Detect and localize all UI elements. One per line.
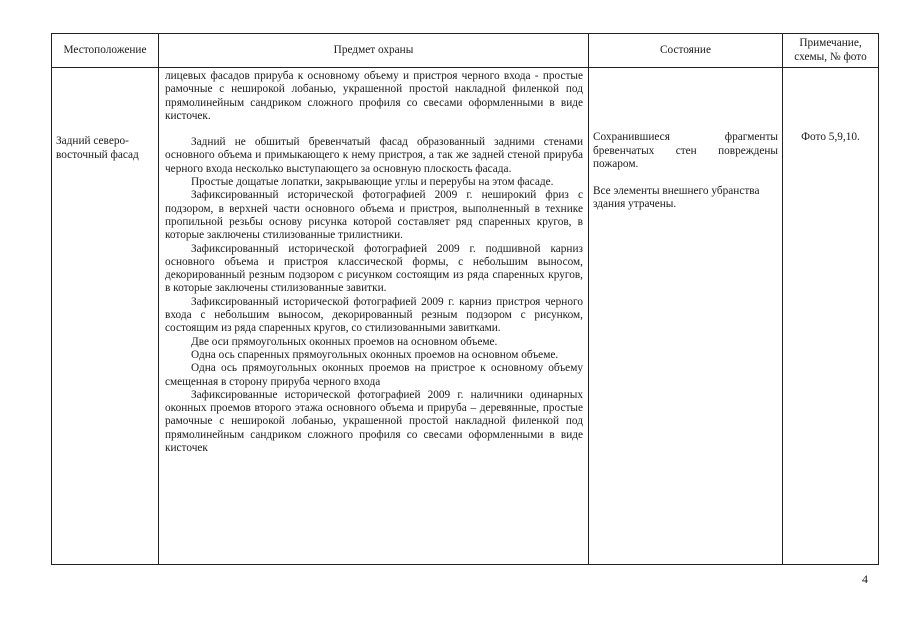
header-location: Местоположение — [52, 34, 159, 68]
header-notes: Примечание, схемы, № фото — [783, 34, 879, 68]
subject-paragraph: Зафиксированный исторической фотографией 2009 г. неширокий фриз с подзором, в верхней части основного объема и пристроя, выполненный в технике пропильной резьбы основу рисунка которой составляет ряд спаренных кругов, в которые заключены стилизованные трилистники. — [165, 189, 583, 242]
header-state: Состояние — [589, 34, 783, 68]
subject-paragraph: лицевых фасадов прируба к основному объему и пристроя черного входа - простые рамочные с неширокой лобанью, украшенной простой накладной филенкой под прямолинейным сандриком сложного профиля со свесами оформленными в виде кисточек. — [165, 70, 583, 122]
subject-paragraph: Простые дощатые лопатки, закрывающие углы и перерубы на этом фасаде. — [191, 176, 554, 189]
page-number: 4 — [862, 572, 868, 586]
subject-paragraph: Одна ось спаренных прямоугольных оконных проемов на основном объеме. — [191, 348, 559, 361]
subject-paragraph: Зафиксированный исторической фотографией 2009 г. подшивной карниз основного объема и пристроя классической формы, с небольшим выносом, декорированный резным подзором с рисунком состоящим из ряда спаренных кругов, в которые заключены стилизованные завитки. — [165, 242, 583, 295]
subject-paragraph: Задний не обшитый бревенчатый фасад образованный задними стенами основного объема и примыкающего к нему пристроя, а так же задней стеной прируба черного входа несколько выступающего за основную плоскость фасада. — [165, 136, 583, 175]
subject-cell — [159, 68, 589, 565]
state-paragraph: Все элементы внешнего убранства здания утрачены. — [593, 184, 760, 211]
subject-paragraph: Зафиксированный исторической фотографией 2009 г. карниз пристроя черного входа с небольшим выносом, декорированный резным подзором с рисунком, состоящим из ряда спаренных кругов, со стилизованными завитками. — [165, 295, 583, 335]
subject-paragraph: Две оси прямоугольных оконных проемов на основном объеме. — [191, 335, 498, 348]
protection-table — [51, 33, 879, 565]
state-paragraph: Сохранившиеся фрагменты бревенчатых стен повреждены пожаром. — [593, 131, 778, 171]
table-header-row — [52, 34, 879, 68]
header-subject: Предмет охраны — [159, 34, 589, 68]
location-cell: Задний северо-восточный фасад — [52, 68, 159, 565]
state-cell — [589, 68, 783, 565]
notes-cell: Фото 5,9,10. — [783, 68, 879, 565]
subject-paragraph: Зафиксированные исторической фотографией 2009 г. наличники одинарных оконных проемов второго этажа основного объема и прируба – деревянные, простые рамочные с неширокой лобанью, украшенной простой накладной филенкой под прямолинейным сандриком сложного профиля со свесами оформленными в виде кисточек — [165, 388, 583, 455]
subject-paragraph: Одна ось прямоугольных оконных проемов на пристрое к основному объему смещенная в сторону прируба черного входа — [165, 362, 583, 388]
table-row — [52, 68, 879, 565]
